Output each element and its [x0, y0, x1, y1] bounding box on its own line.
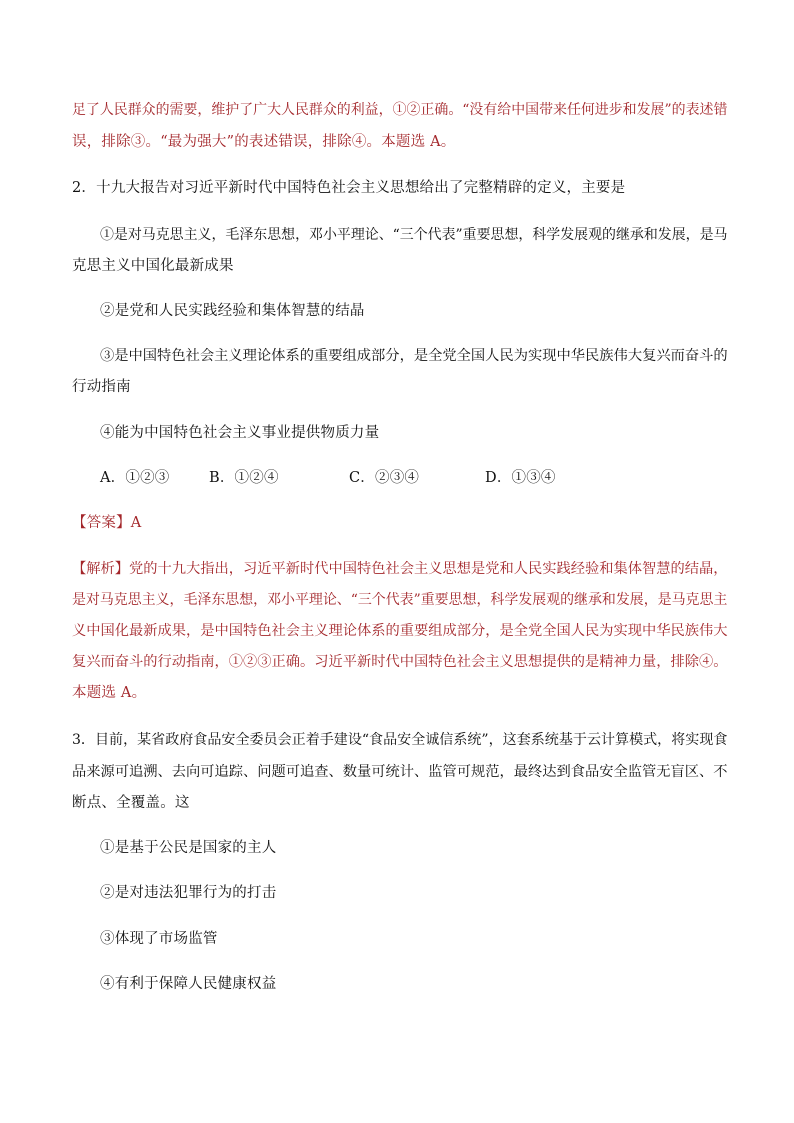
q3-item-4: ④有利于保障人民健康权益 — [100, 976, 277, 992]
q2-analysis-tag: 【解析】 — [72, 561, 130, 577]
prev-analysis-correct: ①②正确 — [392, 102, 449, 118]
q2-answer: 【答案】A — [72, 515, 142, 531]
q2-option-a: A．①②③ — [100, 470, 170, 486]
q2-analysis-line-5: 本题选 A。 — [72, 685, 147, 701]
q2-item-3-line-1: ③是中国特色社会主义理论体系的重要组成部分，是全党全国人民为实现中华民族伟大复兴而奋斗的 — [100, 348, 728, 364]
q2-item-3-line-2: 行动指南 — [72, 379, 131, 395]
q2-item-1-line-2: 克思主义中国化最新成果 — [72, 258, 234, 274]
q2-item-2: ②是党和人民实践经验和集体智慧的结晶 — [100, 303, 365, 319]
q3-item-1: ①是基于公民是国家的主人 — [100, 840, 277, 856]
q2-item-1-line-1: ①是对马克思主义，毛泽东思想，邓小平理论、“三个代表”重要思想，科学发展观的继承和发展，是马 — [100, 227, 728, 243]
prev-analysis-text: 足了人民群众的需要，维护了广大人民群众的利益， — [72, 102, 393, 118]
prev-analysis-line-2: 误，排除③。“最为强大”的表述错误，排除④。本题选 A。 — [72, 134, 456, 150]
prev-analysis-line-1 — [72, 100, 727, 120]
q3-item-2: ②是对违法犯罪行为的打击 — [100, 885, 277, 901]
q2-option-d: D．①③④ — [485, 470, 556, 486]
q2-option-b: B．①②④ — [209, 470, 279, 486]
q2-item-4: ④能为中国特色社会主义事业提供物质力量 — [100, 425, 380, 441]
q2-analysis-line-1 — [72, 559, 728, 579]
q2-stem: 2．十九大报告对习近平新时代中国特色社会主义思想给出了完整精辟的定义，主要是 — [72, 180, 626, 196]
q2-option-c: C．②③④ — [349, 470, 420, 486]
prev-analysis-text-cont: 。“没有给中国带来任何进步和发展”的表述错 — [448, 102, 728, 118]
q2-analysis-line-2: 是对马克思主义，毛泽东思想，邓小平理论、“三个代表”重要思想，科学发展观的继承和发展，是马克思主 — [72, 592, 728, 608]
q3-stem-line-2: 品来源可追溯、去向可追踪、问题可追查、数量可统计、监管可规范，最终达到食品安全监管无盲区、不 — [72, 764, 728, 780]
q3-item-3: ③体现了市场监管 — [100, 931, 218, 947]
q2-analysis-line-4: 复兴而奋斗的行动指南，①②③正确。习近平新时代中国特色社会主义思想提供的是精神力量，排除④。 — [72, 654, 728, 670]
q3-stem-line-3: 断点、全覆盖。这 — [72, 795, 190, 811]
q3-stem-line-1: 3．目前，某省政府食品安全委员会正着手建设“食品安全诚信系统”，这套系统基于云计算模式，将实现食 — [72, 732, 728, 748]
q2-analysis-text-1: 党的十九大指出，习近平新时代中国特色社会主义思想是党和人民实践经验和集体智慧的结晶， — [129, 561, 728, 577]
q2-analysis-line-3: 义中国化最新成果，是中国特色社会主义理论体系的重要组成部分，是全党全国人民为实现中华民族伟大 — [72, 623, 728, 639]
